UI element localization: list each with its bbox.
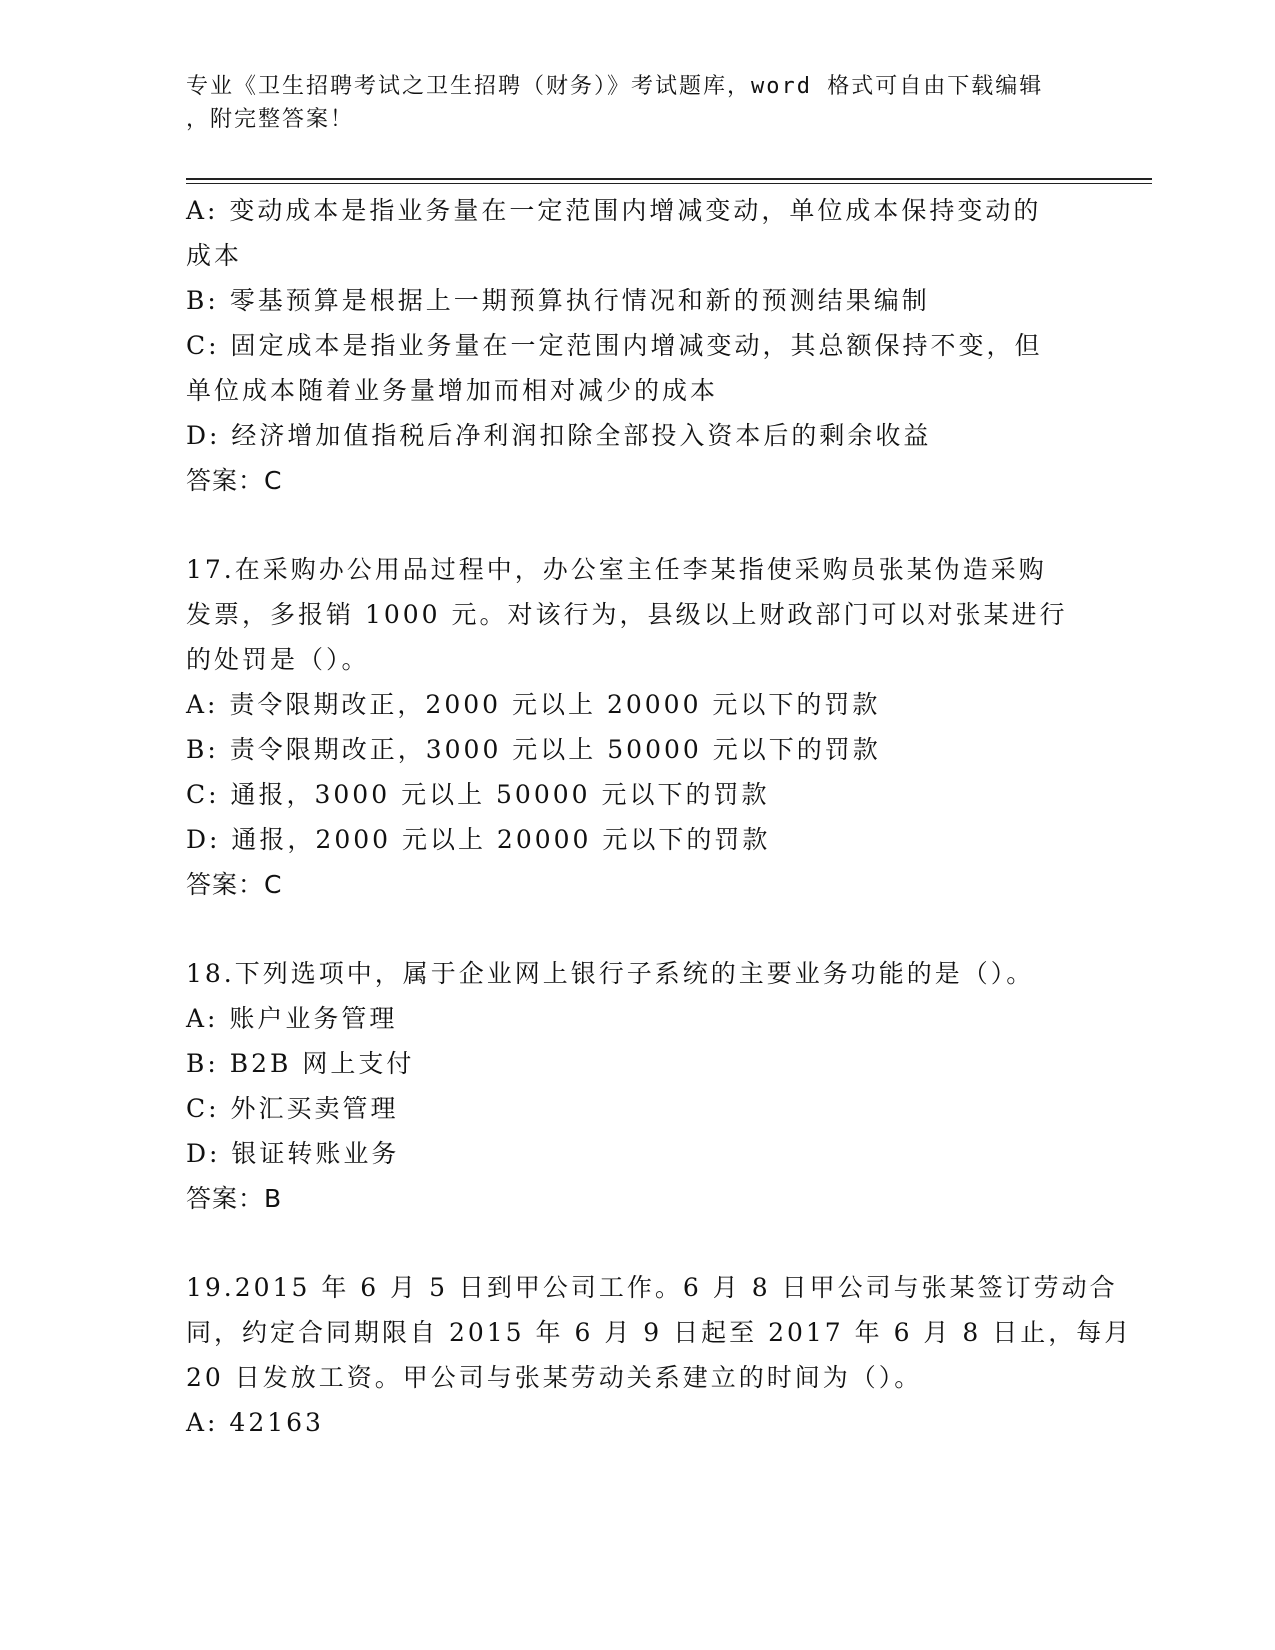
header-divider-thin — [186, 183, 1152, 184]
question-stem-line-3: 的处罚是（）。 — [186, 645, 370, 674]
option-b: B: 零基预算是根据上一期预算执行情况和新的预测结果编制 — [186, 286, 930, 315]
question-spacer — [186, 907, 1086, 951]
header-divider-thick — [186, 178, 1152, 180]
option-b: B: 责令限期改正，3000 元以上 50000 元以下的罚款 — [186, 735, 881, 764]
option-c: C: 通报，3000 元以上 50000 元以下的罚款 — [186, 780, 770, 809]
header-line-1: 专业《卫生招聘考试之卫生招聘（财务）》考试题库，word 格式可自由下载编辑 — [186, 74, 1044, 99]
question-17 — [186, 547, 1086, 907]
option-d: D: 经济增加值指税后净利润扣除全部投入资本后的剩余收益 — [186, 421, 932, 450]
question-19 — [186, 1265, 1133, 1445]
question-stem: 18.下列选项中，属于企业网上银行子系统的主要业务功能的是（）。 — [186, 959, 1035, 988]
option-d: D: 银证转账业务 — [186, 1139, 400, 1168]
question-list — [186, 188, 1133, 1445]
question-stem-line-3: 20 日发放工资。甲公司与张某劳动关系建立的时间为（）。 — [186, 1363, 923, 1392]
question-16 — [186, 188, 1086, 503]
option-a: A: 42163 — [186, 1408, 324, 1437]
document-header — [186, 70, 1086, 136]
option-b: B: B2B 网上支付 — [186, 1049, 415, 1078]
answer: 答案：C — [186, 870, 283, 899]
option-c-line-2: 单位成本随着业务量增加而相对减少的成本 — [186, 376, 719, 405]
option-c-line-1: C: 固定成本是指业务量在一定范围内增减变动，其总额保持不变，但 — [186, 331, 1043, 360]
option-d: D: 通报，2000 元以上 20000 元以下的罚款 — [186, 825, 771, 854]
question-18 — [186, 951, 1086, 1221]
option-a-line-1: A: 变动成本是指业务量在一定范围内增减变动，单位成本保持变动的 — [186, 196, 1042, 225]
header-line-2: ，附完整答案！ — [186, 107, 355, 132]
option-a-line-2: 成本 — [186, 241, 243, 270]
question-spacer — [186, 503, 1086, 547]
option-a: A: 责令限期改正，2000 元以上 20000 元以下的罚款 — [186, 690, 881, 719]
answer: 答案：B — [186, 1184, 283, 1213]
answer: 答案：C — [186, 466, 283, 495]
question-stem-line-1: 19.2015 年 6 月 5 日到甲公司工作。6 月 8 日甲公司与张某签订劳动合 — [186, 1273, 1118, 1302]
option-c: C: 外汇买卖管理 — [186, 1094, 399, 1123]
question-stem-line-2: 同，约定合同期限自 2015 年 6 月 9 日起至 2017 年 6 月 8 日止，每月 — [186, 1318, 1133, 1347]
question-stem-line-1: 17.在采购办公用品过程中，办公室主任李某指使采购员张某伪造采购 — [186, 555, 1047, 584]
question-stem-line-2: 发票，多报销 1000 元。对该行为，县级以上财政部门可以对张某进行 — [186, 600, 1068, 629]
question-spacer — [186, 1221, 1086, 1265]
option-a: A: 账户业务管理 — [186, 1004, 398, 1033]
